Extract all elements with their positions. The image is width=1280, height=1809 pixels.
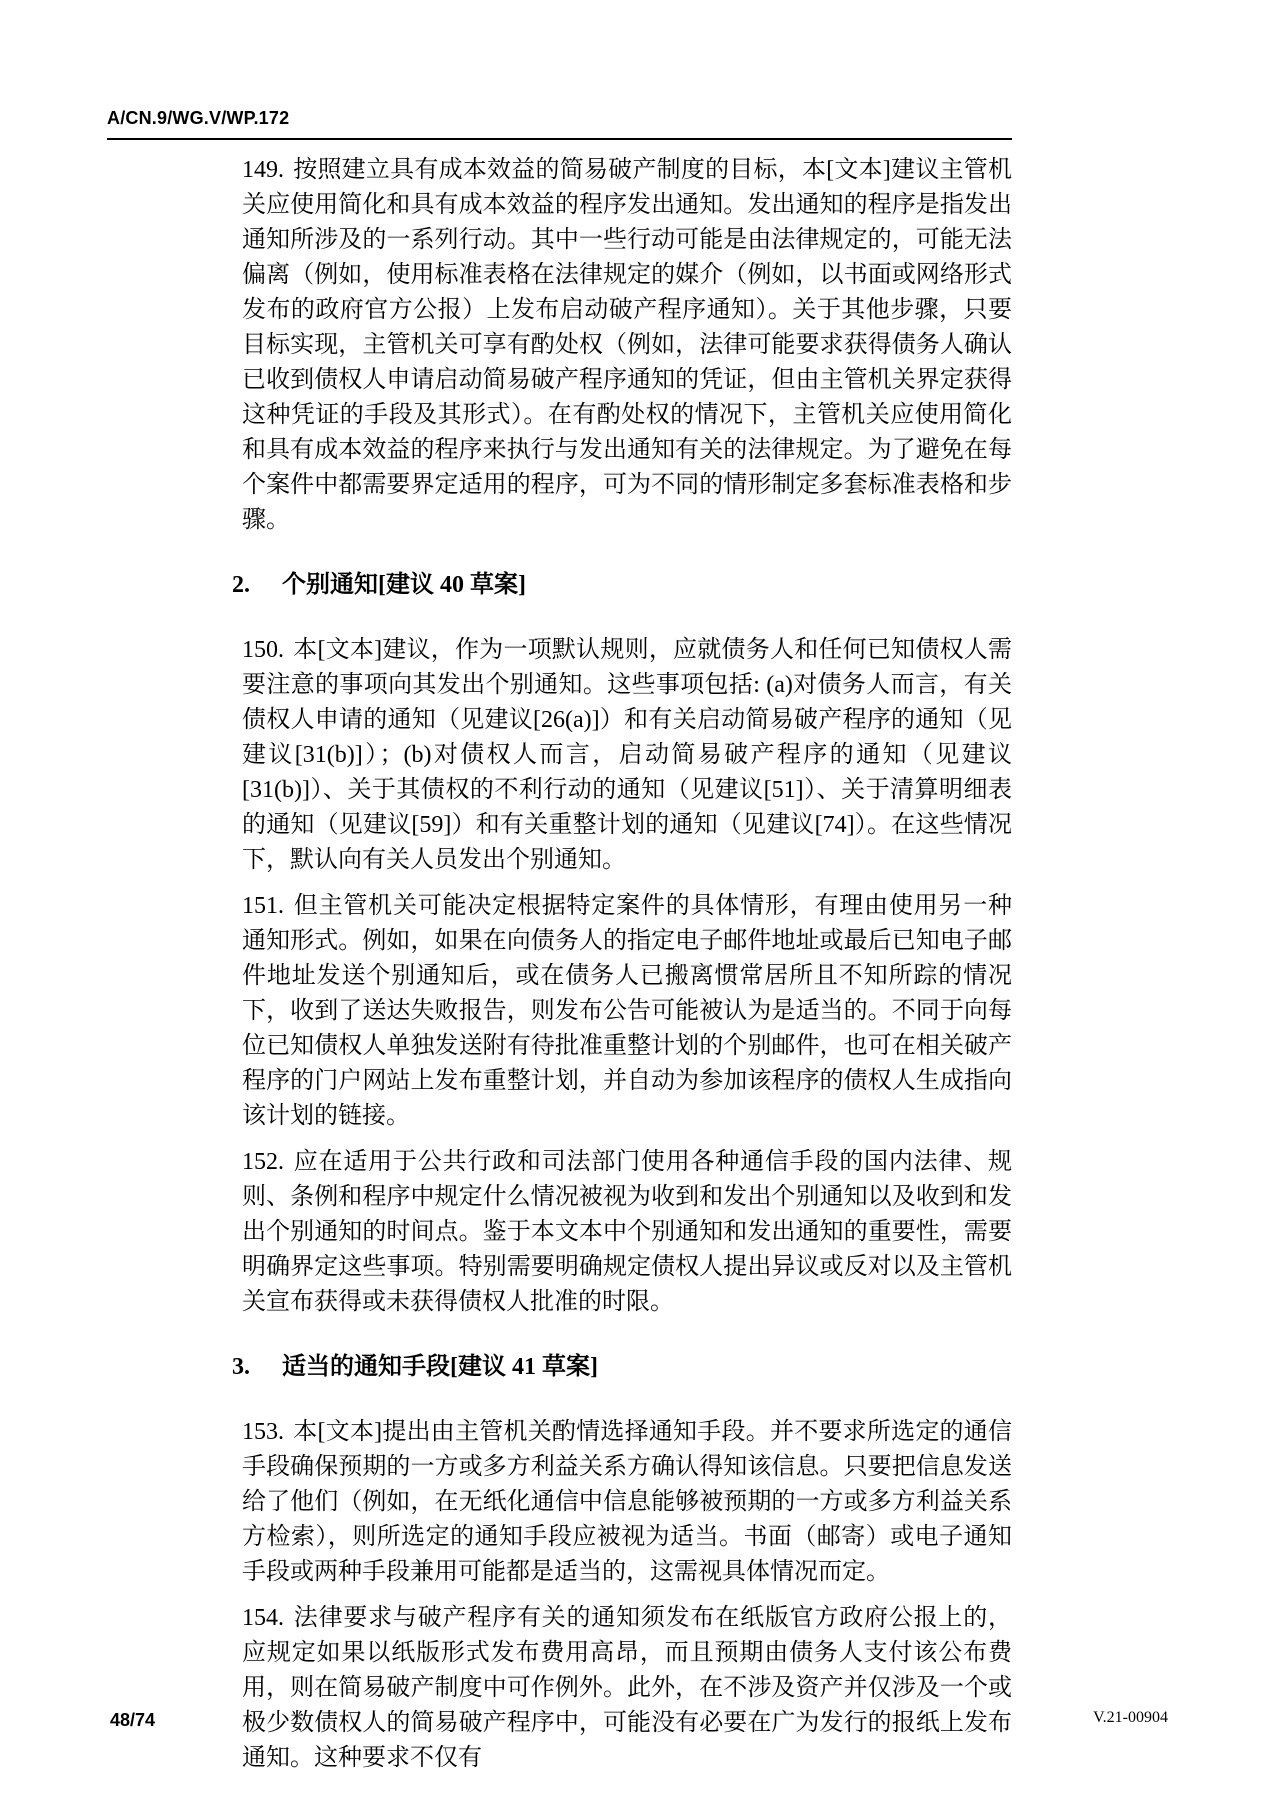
page-number: 48/74 — [110, 1710, 156, 1730]
paragraph-text: 按照建立具有成本效益的简易破产制度的目标，本[文本]建议主管机关应使用简化和具有成本效益的程序发出通知。发出通知的程序是指发出通知所涉及的一系列行动。其中一些行动可能是由法律规定的，可能无法偏离（例如，使用标准表格在法律规定的媒介（例如，以书面或网络形式发布的政府官方公报）上发布启动破产程序通知）。关于其他步骤，只要目标实现，主管机关可享有酌处权（例如，法律可能要求获得债务人确认已收到债权人申请启动简易破产程序通知的凭证，但由主管机关界定获得这种凭证的手段及其形式）。在有酌处权的情况下，主管机关应使用简化和具有成本效益的程序来执行与发出通知有关的法律规定。为了避免在每个案件中都需要界定适用的程序，可为不同的情形制定多套标准表格和步骤。 — [242, 157, 1012, 533]
paragraph-151 — [242, 889, 1012, 1134]
section-heading-2 — [232, 568, 1012, 603]
paragraph-text: 法律要求与破产程序有关的通知须发布在纸版官方政府公报上的，应规定如果以纸版形式发布费用高昂，而且预期由债务人支付该公布费用，则在简易破产制度中可作例外。此外，在不涉及资产并仅涉及一个或极少数债权人的简易破产程序中，可能没有必要在广为发行的报纸上发布通知。这种要求不仅有 — [242, 1605, 1012, 1771]
heading-text: 个别通知[建议 40 草案] — [282, 572, 526, 598]
paragraph-150 — [242, 633, 1012, 878]
paragraph-154 — [242, 1601, 1012, 1776]
heading-number: 2. — [232, 572, 250, 598]
paragraph-text: 本[文本]提出由主管机关酌情选择通知手段。并不要求所选定的通信手段确保预期的一方或多方利益关系方确认得知该信息。只要把信息发送给了他们（例如，在无纸化通信中信息能够被预期的一方或多方利益关系方检索），则所选定的通知手段应被视为适当。书面（邮寄）或电子通知手段或两种手段兼用可能都是适当的，这需视具体情况而定。 — [242, 1419, 1012, 1585]
paragraph-153 — [242, 1415, 1012, 1590]
paragraph-text: 本[文本]建议，作为一项默认规则，应就债务人和任何已知债权人需要注意的事项向其发出个别通知。这些事项包括: (a)对债务人而言，有关债权人申请的通知（见建议[26(a)]）和有关启动简易破产程序的通知（见建议[31(b)]）；(b)对债权人而言，启动简易破产程序的通知（见建议[31(b)]）、关于其债权的不利行动的通知（见建议[51]）、关于清算明细表的通知（见建议[59]）和有关重整计划的通知（见建议[74]）。在这些情况下，默认向有关人员发出个别通知。 — [242, 637, 1012, 873]
paragraph-number: 150. — [242, 637, 284, 663]
document-body — [232, 153, 1012, 1787]
paragraph-149 — [242, 153, 1012, 538]
paragraph-number: 151. — [242, 893, 284, 919]
document-code: V.21-00904 — [1093, 1709, 1168, 1726]
section-heading-3 — [232, 1350, 1012, 1385]
paragraph-text: 但主管机关可能决定根据特定案件的具体情形，有理由使用另一种通知形式。例如，如果在向债务人的指定电子邮件地址或最后已知电子邮件地址发送个别通知后，或在债务人已搬离惯常居所且不知所踪的情况下，收到了送达失败报告，则发布公告可能被认为是适当的。不同于向每位已知债权人单独发送附有待批准重整计划的个别邮件，也可在相关破产程序的门户网站上发布重整计划，并自动为参加该程序的债权人生成指向该计划的链接。 — [242, 893, 1012, 1129]
paragraph-text: 应在适用于公共行政和司法部门使用各种通信手段的国内法律、规则、条例和程序中规定什么情况被视为收到和发出个别通知以及收到和发出个别通知的时间点。鉴于本文本中个别通知和发出通知的重要性，需要明确界定这些事项。特别需要明确规定债权人提出异议或反对以及主管机关宣布获得或未获得债权人批准的时限。 — [242, 1149, 1012, 1315]
paragraph-152 — [242, 1145, 1012, 1320]
paragraph-number: 152. — [242, 1149, 284, 1175]
heading-text: 适当的通知手段[建议 41 草案] — [282, 1354, 598, 1380]
document-symbol: A/CN.9/WG.V/WP.172 — [107, 108, 290, 128]
paragraph-number: 154. — [242, 1605, 284, 1631]
header-rule — [107, 138, 1012, 140]
paragraph-number: 153. — [242, 1419, 284, 1445]
heading-number: 3. — [232, 1354, 250, 1380]
paragraph-number: 149. — [242, 157, 284, 183]
